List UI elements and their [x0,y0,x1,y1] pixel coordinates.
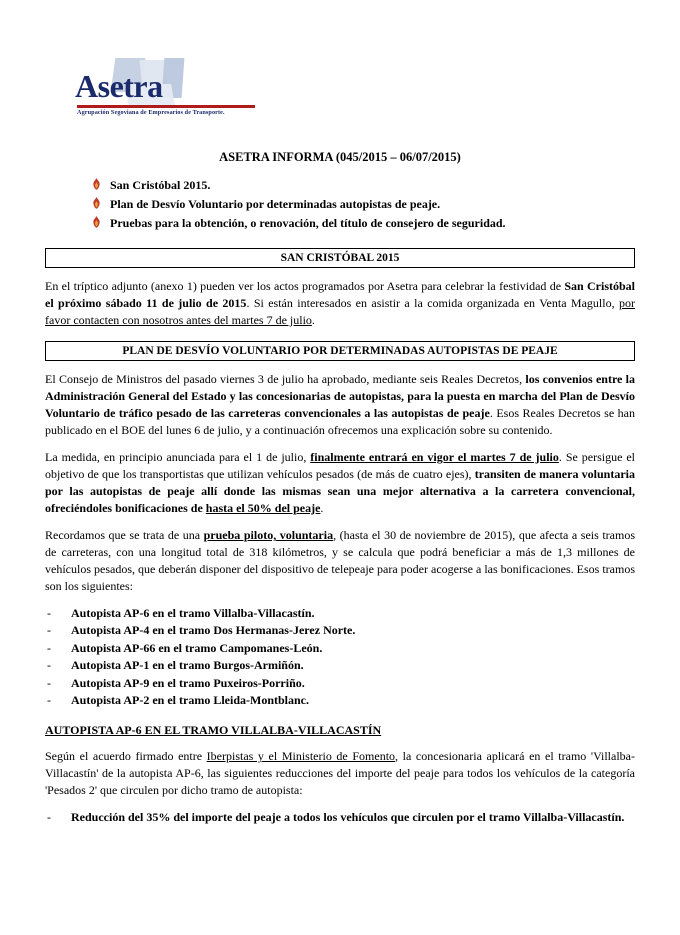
section-body-san-cristobal [45,278,635,329]
logo-rule [77,105,255,108]
list-item [0,177,680,193]
route-label: Autopista AP-9 en el tramo Puxeiros-Porriño. [71,675,305,690]
reduction-list [45,809,635,826]
route-list [45,605,635,709]
paragraph: Según el acuerdo firmado entre Iberpistas y el Ministerio de Fomento, la concesionaria aplicará en el tramo 'Villalba-Villacastín' de la autopista AP-6, las siguientes reducciones del importe del peaje para todos los vehículos de la categoría 'Pesados 2' que circulen por dicho tramo de autopista: [45,749,635,798]
asetra-logo [75,58,305,128]
route-label: Autopista AP-4 en el tramo Dos Hermanas-Jerez Norte. [71,623,356,638]
section-body-ap6 [45,748,635,826]
route-label: Autopista AP-1 en el tramo Burgos-Armiñón. [71,658,304,673]
flame-icon [92,216,101,228]
summary-bullet-list [0,177,680,232]
list-item: - Autopista AP-6 en el tramo Villalba-Villacastín. [47,606,315,621]
bullet-label: Plan de Desvío Voluntario por determinadas autopistas de peaje. [110,197,441,212]
reduction-label: Reducción del 35% del importe del peaje a todos los vehículos que circulen por el tramo Villalba-Villacastín. [71,810,625,825]
paragraph: En el tríptico adjunto (anexo 1) pueden ver los actos programados por Asetra para celebrar la festividad de San Cristóbal el próximo sábado 11 de julio de 2015. Si están interesados en asistir a la comida organizada en Venta Magullo, por favor contacten con nosotros antes del martes 7 de julio. [45,278,635,327]
list-item [0,196,680,212]
list-item [0,215,680,231]
logo-tagline: Agrupación Segoviana de Empresarios de Transporte. [77,109,225,116]
list-item: - Reducción del 35% del importe del peaje a todos los vehículos que circulen por el tramo Villalba-Villacastín. [47,810,625,825]
section-heading-plan-desvio: PLAN DE DESVÍO VOLUNTARIO POR DETERMINADAS AUTOPISTAS DE PEAJE [45,341,635,361]
document-page [0,58,680,935]
flame-icon [92,197,101,209]
paragraph: Recordamos que se trata de una prueba piloto, voluntaria, (hasta el 30 de noviembre de 2015), que afecta a seis tramos de carreteras, con una longitud total de 318 kilómetros, y se calcula que podrá beneficiar a más de 1,3 millones de vehículos pesados, que deberán disponer del dispositivo de telepeaje para poder acogerse a las bonificaciones. Esos tramos son los siguientes: [45,527,635,593]
page-title: ASETRA INFORMA (045/2015 – 06/07/2015) [219,150,461,164]
logo-wordmark: Asetra [75,68,163,104]
list-item: - Autopista AP-9 en el tramo Puxeiros-Porriño. [47,675,305,690]
route-label: Autopista AP-6 en el tramo Villalba-Villacastín. [71,606,315,621]
section-heading-san-cristobal: SAN CRISTÓBAL 2015 [45,248,635,268]
route-label: Autopista AP-2 en el tramo Lleida-Montblanc. [71,692,309,707]
route-label: Autopista AP-66 en el tramo Campomanes-León. [71,640,323,655]
paragraph: El Consejo de Ministros del pasado viernes 3 de julio ha aprobado, mediante seis Reales Decretos, los convenios entre la Administración General del Estado y las concesionarias de autopistas, para la puesta en marcha del Plan de Desvío Voluntario de tráfico pesado de las carreteras convencionales a las autopistas de peaje. Esos Reales Decretos se han publicado en el BOE del lunes 6 de julio, y a continuación ofrecemos una explicación sobre su contenido. [45,371,636,437]
section-body-plan-desvio [45,371,635,710]
paragraph: La medida, en principio anunciada para el 1 de julio, finalmente entrará en vigor el martes 7 de julio. Se persigue el objetivo de que los transportistas que utilizan vehículos pesados (de más de cuatro ejes), transiten de manera voluntaria por las autopistas de peaje allí donde las mismas sean una mejor alternativa a la carretera convencional, ofreciéndoles bonificaciones de hasta el 50% del peaje. [45,449,636,515]
bullet-label: Pruebas para la obtención, o renovación, del título de consejero de seguridad. [110,216,506,231]
subsection-heading-ap6: AUTOPISTA AP-6 EN EL TRAMO VILLALBA-VILLACASTÍN [45,723,382,738]
list-item: - Autopista AP-2 en el tramo Lleida-Montblanc. [47,692,309,707]
bullet-label: San Cristóbal 2015. [110,178,211,192]
list-item: - Autopista AP-4 en el tramo Dos Hermanas-Jerez Norte. [47,623,356,638]
list-item: - Autopista AP-66 en el tramo Campomanes-León. [47,640,323,655]
list-item: - Autopista AP-1 en el tramo Burgos-Armiñón. [47,658,304,673]
flame-icon [92,178,101,190]
